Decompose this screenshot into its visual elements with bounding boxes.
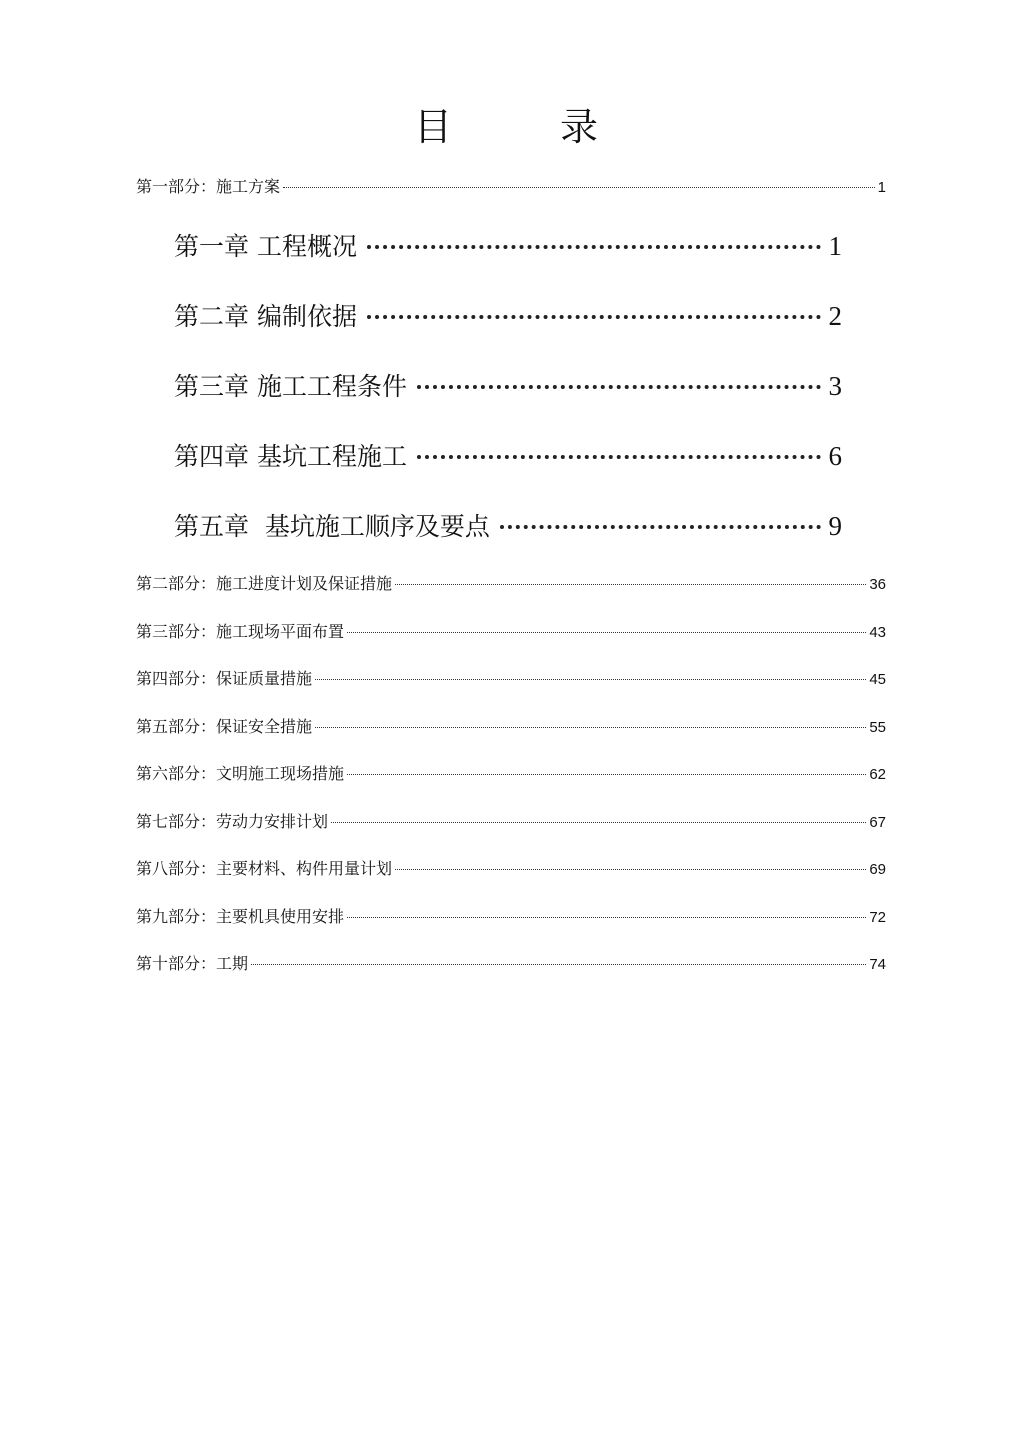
toc-page-number: 74 <box>869 956 886 973</box>
toc-page-number: 45 <box>869 671 886 688</box>
toc-entry-label: 第七部分：劳动力安排计划 <box>136 812 329 831</box>
toc-part-entry[interactable] <box>136 714 886 740</box>
toc-entry-label: 第五章 基坑施工顺序及要点 <box>174 512 490 541</box>
toc-part-entry[interactable] <box>136 666 886 692</box>
toc-page-number: 69 <box>869 861 886 878</box>
dot-leader <box>417 455 821 459</box>
toc-chapter-entry[interactable] <box>174 296 842 336</box>
dot-leader <box>283 187 875 188</box>
toc-entry-label: 第六部分：文明施工现场措施 <box>136 764 345 783</box>
dot-leader <box>347 632 866 633</box>
toc-part-entry[interactable] <box>136 904 886 930</box>
toc-part-entry[interactable] <box>136 809 886 835</box>
toc-entry-label: 第八部分：主要材料、构件用量计划 <box>136 859 393 878</box>
dot-leader <box>367 315 821 319</box>
toc-page-number: 43 <box>869 624 886 641</box>
toc-page-number: 62 <box>869 766 886 783</box>
toc-page-number: 1 <box>828 231 842 261</box>
dot-leader <box>251 964 866 965</box>
toc-entry-label: 第五部分：保证安全措施 <box>136 717 313 736</box>
toc-entry-label: 第二部分：施工进度计划及保证措施 <box>136 574 393 593</box>
toc-part-entry[interactable] <box>136 619 886 645</box>
toc-chapter-entry[interactable] <box>174 226 842 266</box>
toc-part-entry[interactable] <box>136 951 886 977</box>
dot-leader <box>315 727 866 728</box>
toc-page-number: 3 <box>828 371 842 401</box>
toc-part-entry[interactable] <box>136 761 886 787</box>
toc-page-number: 36 <box>869 576 886 593</box>
toc-page-number: 6 <box>828 441 842 471</box>
toc-entry-label: 第四部分：保证质量措施 <box>136 669 313 688</box>
toc-title: 目 录 <box>413 105 647 149</box>
dot-leader <box>347 917 866 918</box>
toc-entry-label: 第二章 编制依据 <box>174 302 357 331</box>
toc-page-number: 2 <box>828 301 842 331</box>
toc-entry-label: 第一部分：施工方案 <box>136 177 281 196</box>
toc-page-number: 55 <box>869 719 886 736</box>
toc-entry-label: 第三部分：施工现场平面布置 <box>136 622 345 641</box>
dot-leader <box>417 385 821 389</box>
dot-leader <box>395 869 866 870</box>
toc-page-number: 72 <box>869 909 886 926</box>
toc-chapter-entry[interactable] <box>174 436 842 476</box>
dot-leader <box>315 679 866 680</box>
toc-page-number: 67 <box>869 814 886 831</box>
dot-leader <box>347 774 866 775</box>
dot-leader <box>367 245 821 249</box>
toc-part-entry[interactable] <box>136 174 886 200</box>
toc-part-entry[interactable] <box>136 571 886 597</box>
dot-leader <box>395 584 866 585</box>
toc-part-entry[interactable] <box>136 856 886 882</box>
dot-leader <box>500 525 821 529</box>
toc-page-number: 9 <box>828 511 842 541</box>
toc-entry-label: 第三章 施工工程条件 <box>174 372 407 401</box>
toc-entry-label: 第四章 基坑工程施工 <box>174 442 407 471</box>
toc-entry-label: 第一章 工程概况 <box>174 232 357 261</box>
toc-chapter-entry[interactable] <box>174 506 842 546</box>
toc-entry-label: 第十部分：工期 <box>136 954 249 973</box>
dot-leader <box>331 822 866 823</box>
toc-chapter-entry[interactable] <box>174 366 842 406</box>
toc-page-number: 1 <box>877 179 886 196</box>
toc-entry-label: 第九部分：主要机具使用安排 <box>136 907 345 926</box>
